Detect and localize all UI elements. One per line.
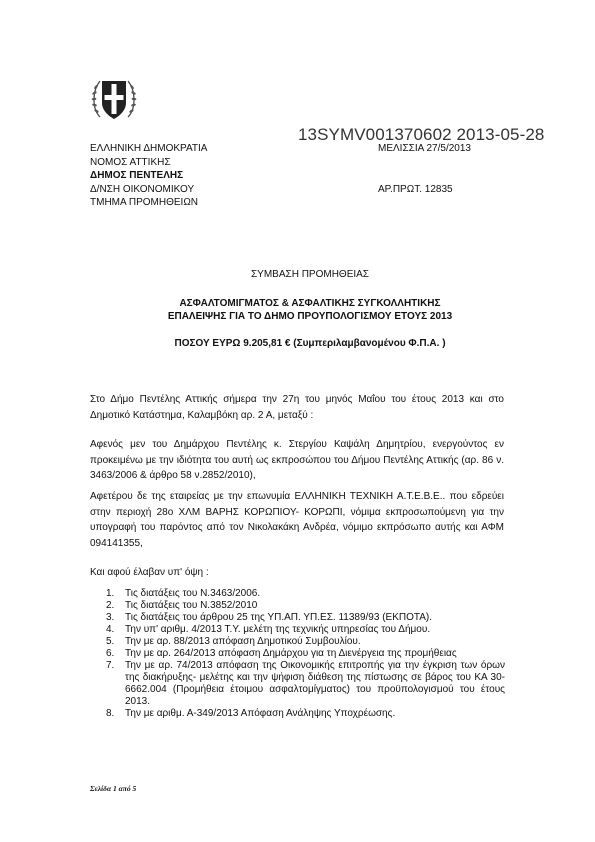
list-text: Την υπ' αριθμ. 4/2013 Τ.Υ. μελέτη της τεχνικής υπηρεσίας του Δήμου. xyxy=(125,624,431,635)
paragraph: Αφενός μεν του Δημάρχου Πεντέλης κ. Στεργίου Καψάλη Δημητρίου, ενεργούντος εν προκειμένω με την ιδιότητα του αυτή ως εκπροσώπου του Δήμου Πεντέλης Αττικής (αρ. 86 ν. 3463/2006 & άρθρο 58 ν.2852/2010), xyxy=(90,439,504,481)
list-number: 4. xyxy=(106,624,115,635)
list-item xyxy=(90,612,505,624)
header-line: ΕΛΛΗΝΙΚΗ ΔΗΜΟΚΡΑΤΙΑ xyxy=(90,143,208,154)
paragraph: Και αφού έλαβαν υπ' όψη : xyxy=(90,567,209,578)
list-item xyxy=(90,660,505,708)
document-stamp: 13SYMV001370602 2013-05-28 xyxy=(298,125,545,144)
list-text: Τις διατάξεις του Ν.3852/2010 xyxy=(125,600,258,611)
list-text: Τις διατάξεις του Ν.3463/2006. xyxy=(125,588,261,599)
considerations-list xyxy=(90,588,505,720)
list-number: 5. xyxy=(106,636,115,647)
document-meta xyxy=(378,142,471,196)
list-item xyxy=(90,708,505,720)
protocol-number: ΑΡ.ΠΡΩΤ. 12835 xyxy=(378,183,453,195)
contract-title: ΣΥΜΒΑΣΗ ΠΡΟΜΗΘΕΙΑΣ xyxy=(250,269,369,280)
paragraph: Αφετέρου δε της εταιρείας με την επωνυμία ΕΛΛΗΝΙΚΗ ΤΕΧΝΙΚΗ Α.Τ.Ε.Β.Ε.. που εδρεύει στην περιοχή 28ο ΧΛΜ ΒΑΡΗΣ ΚΟΡΩΠΙΟΥ- ΚΟΡΩΠΙ, νόμιμα εκπροσωπούμενη για την υπογραφή του παρόντος από τον Νικολακάκη Ανδρέα, νόμιμο εκπρόσωπο αυτής και ΑΦΜ 094141355, xyxy=(90,491,504,549)
list-number: 1. xyxy=(106,588,115,599)
list-text: Την με αρ. 74/2013 απόφαση της Οικονομικής επιτροπής για την έγκριση των όρων της διακήρυξης- μελέτης και την ψήφιση διάθεση της πίστωσης σε βάρος του ΚΑ 30-6662.004 (Προμήθεια έτοιμου ασφαλτομίγματος) του προϋπολογισμού του έτους 2013. xyxy=(125,660,505,707)
list-text: Την με αριθμ. Α-349/2013 Απόφαση Ανάληψης Υποχρέωσης. xyxy=(125,708,396,719)
list-text: Την με αρ. 88/2013 απόφαση Δημοτικού Συμβουλίου. xyxy=(125,636,361,647)
list-item xyxy=(90,636,505,648)
place-date: ΜΕΛΙΣΣΙΑ 27/5/2013 xyxy=(378,143,471,154)
subject-line: ΑΣΦΑΛΤΟΜΙΓΜΑΤΟΣ & ΑΣΦΑΛΤΙΚΗΣ ΣΥΓΚΟΛΛΗΤΙΚΗΣ xyxy=(179,298,441,309)
list-item xyxy=(90,600,505,612)
list-number: 8. xyxy=(106,708,115,719)
list-text: Την με αρ. 264/2013 απόφαση Δημάρχου για τη Διενέργεια της προμήθειας xyxy=(125,648,457,659)
header-line: ΤΜΗΜΑ ΠΡΟΜΗΘΕΙΩΝ xyxy=(90,197,199,208)
header-line: Δ/ΝΣΗ ΟΙΚΟΝΟΜΙΚΟΥ xyxy=(90,183,195,195)
list-number: 6. xyxy=(106,648,115,659)
page-footer: Σελίδα 1 από 5 xyxy=(90,784,137,793)
contract-titles xyxy=(90,269,530,349)
header-line: ΝΟΜΟΣ ΑΤΤΙΚΗΣ xyxy=(90,156,171,168)
greek-coat-of-arms-icon xyxy=(90,73,138,125)
list-number: 2. xyxy=(106,600,115,611)
list-text: Τις διατάξεις του άρθρου 25 της ΥΠ.ΑΠ. ΥΠ.ΕΣ. 11389/93 (ΕΚΠΟΤΑ). xyxy=(125,612,433,623)
issuer-header xyxy=(90,142,207,210)
list-number: 3. xyxy=(106,612,115,623)
list-number: 7. xyxy=(106,660,115,671)
paragraph: Στο Δήμο Πεντέλης Αττικής σήμερα την 27η του μηνός Μαΐου του έτους 2013 και στο Δημοτικό Κατάστημα, Καλαμβόκη αρ. 2 Α, μεταξύ : xyxy=(90,394,504,421)
subject-line: ΕΠΑΛΕΙΨΗΣ ΓΙΑ ΤΟ ΔΗΜΟ ΠΡΟΥΠΟΛΟΓΙΣΜΟΥ ΕΤΟΥΣ 2013 xyxy=(167,311,453,322)
list-item xyxy=(90,624,505,636)
list-item xyxy=(90,588,505,600)
list-item xyxy=(90,648,505,660)
contract-amount: ΠΟΣΟΥ ΕΥΡΩ 9.205,81 € (Συμπεριλαμβανομένου Φ.Π.Α. ) xyxy=(174,338,446,349)
header-line: ΔΗΜΟΣ ΠΕΝΤΕΛΗΣ xyxy=(90,170,184,181)
